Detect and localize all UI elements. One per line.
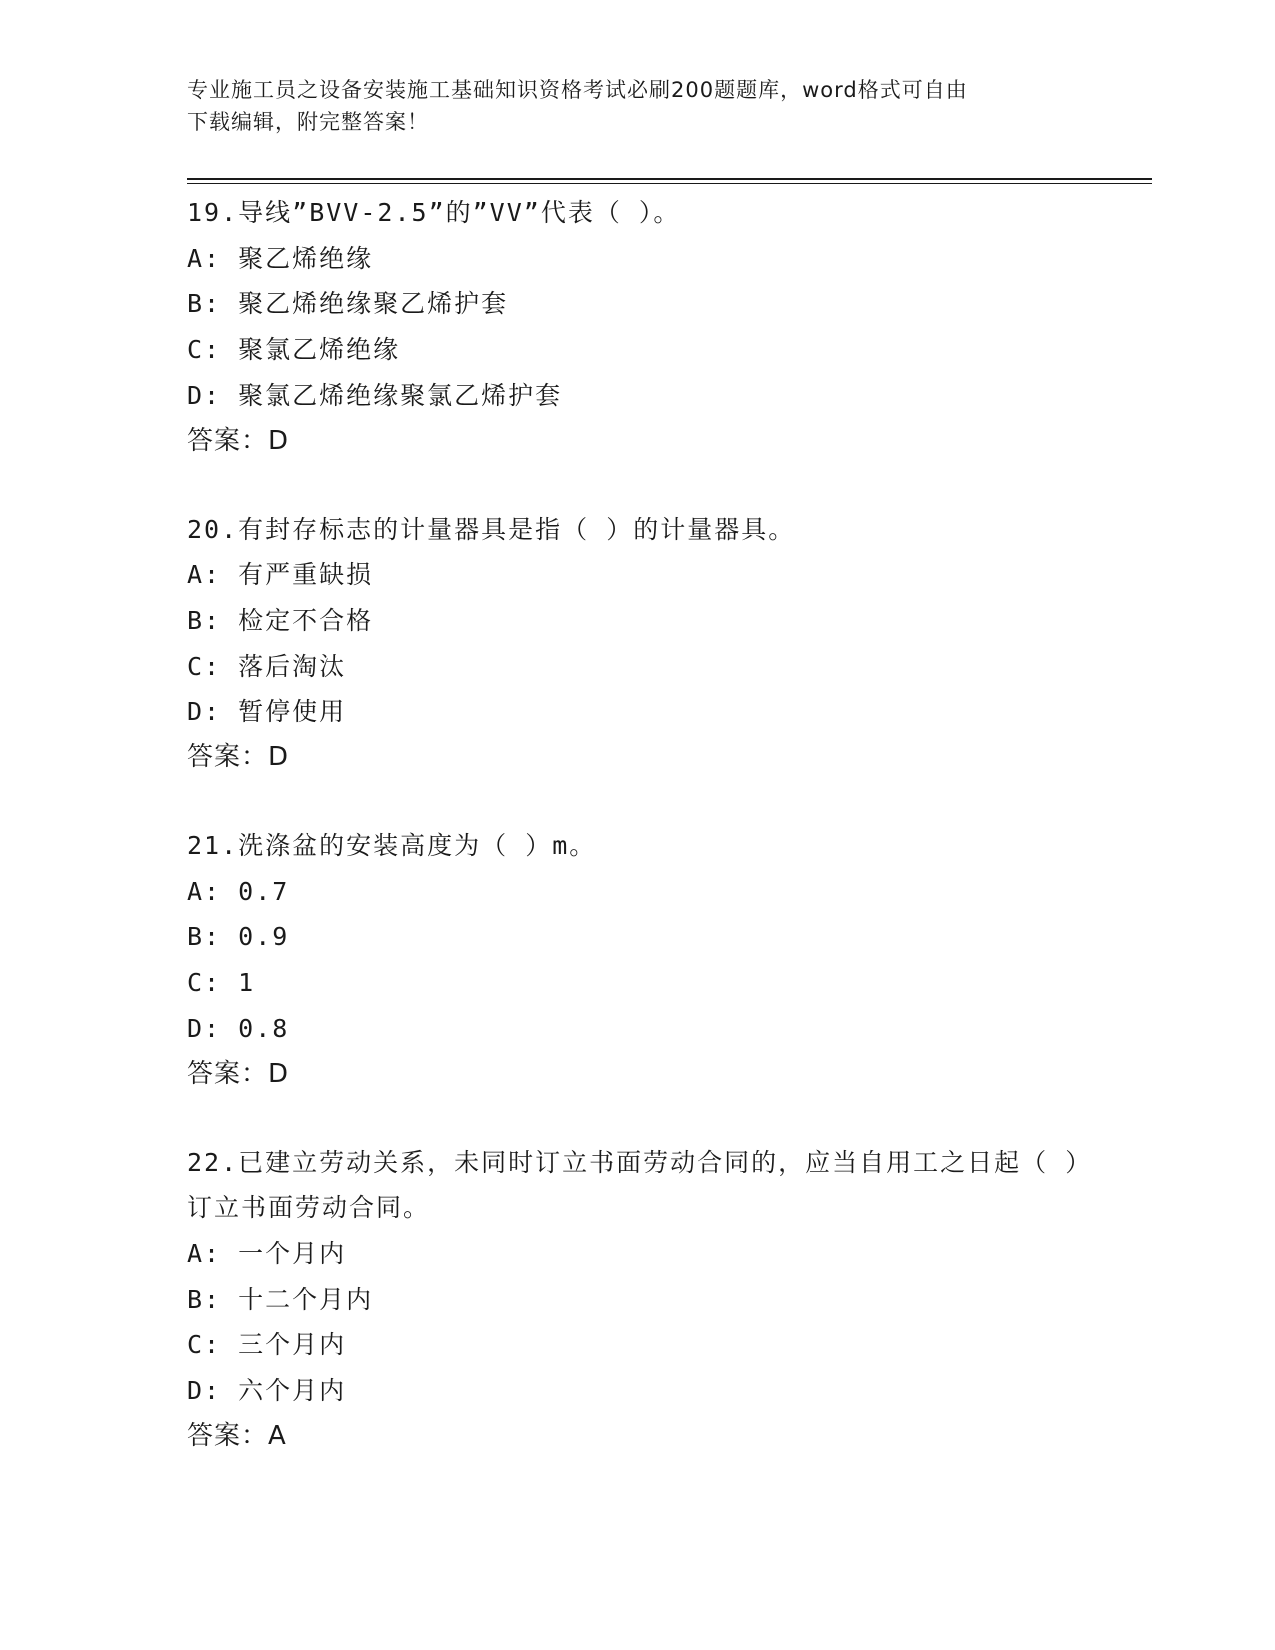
question-list bbox=[187, 190, 1152, 1502]
question-20 bbox=[187, 507, 1152, 781]
option-b: B: 十二个月内 bbox=[187, 1284, 374, 1314]
answer-line: 答案：D bbox=[187, 742, 290, 773]
option-b: B: 聚乙烯绝缘聚乙烯护套 bbox=[187, 289, 509, 319]
option-d: D: 暂停使用 bbox=[187, 697, 347, 727]
header-title-line1: 专业施工员之设备安装施工基础知识资格考试必刷200题题库，word格式可自由 bbox=[187, 78, 968, 102]
answer-line: 答案：D bbox=[187, 425, 290, 456]
document-header bbox=[187, 74, 1087, 138]
option-d: D: 六个月内 bbox=[187, 1376, 347, 1406]
option-a: A: 有严重缺损 bbox=[187, 560, 374, 590]
question-text: 19.导线”BVV-2.5”的”VV”代表（ ）。 bbox=[187, 198, 681, 227]
question-text: 22.已建立劳动关系，未同时订立书面劳动合同的，应当自用工之日起（ ）订立书面劳动合同。 bbox=[187, 1147, 1080, 1223]
option-b: B: 检定不合格 bbox=[187, 605, 374, 635]
answer-line: 答案：D bbox=[187, 1058, 290, 1089]
option-a: A: 一个月内 bbox=[187, 1238, 347, 1268]
option-c: C: 聚氯乙烯绝缘 bbox=[187, 335, 401, 365]
option-c: C: 落后淘汰 bbox=[187, 651, 347, 681]
header-title-line2: 下载编辑，附完整答案！ bbox=[187, 110, 429, 134]
question-22 bbox=[187, 1140, 1152, 1459]
option-a: A: 0.7 bbox=[187, 876, 290, 906]
answer-line: 答案：A bbox=[187, 1420, 287, 1451]
option-d: D: 0.8 bbox=[187, 1013, 290, 1043]
option-a: A: 聚乙烯绝缘 bbox=[187, 243, 374, 273]
header-divider-thin bbox=[187, 183, 1152, 184]
option-c: C: 三个月内 bbox=[187, 1330, 347, 1360]
header-divider-thick bbox=[187, 178, 1152, 180]
option-d: D: 聚氯乙烯绝缘聚氯乙烯护套 bbox=[187, 380, 563, 410]
option-c: C: 1 bbox=[187, 968, 256, 998]
question-19 bbox=[187, 190, 1152, 464]
question-text: 21.洗涤盆的安装高度为（ ）m。 bbox=[187, 831, 597, 861]
question-text: 20.有封存标志的计量器具是指（ ）的计量器具。 bbox=[187, 514, 796, 544]
option-b: B: 0.9 bbox=[187, 922, 290, 952]
question-21 bbox=[187, 823, 1152, 1097]
